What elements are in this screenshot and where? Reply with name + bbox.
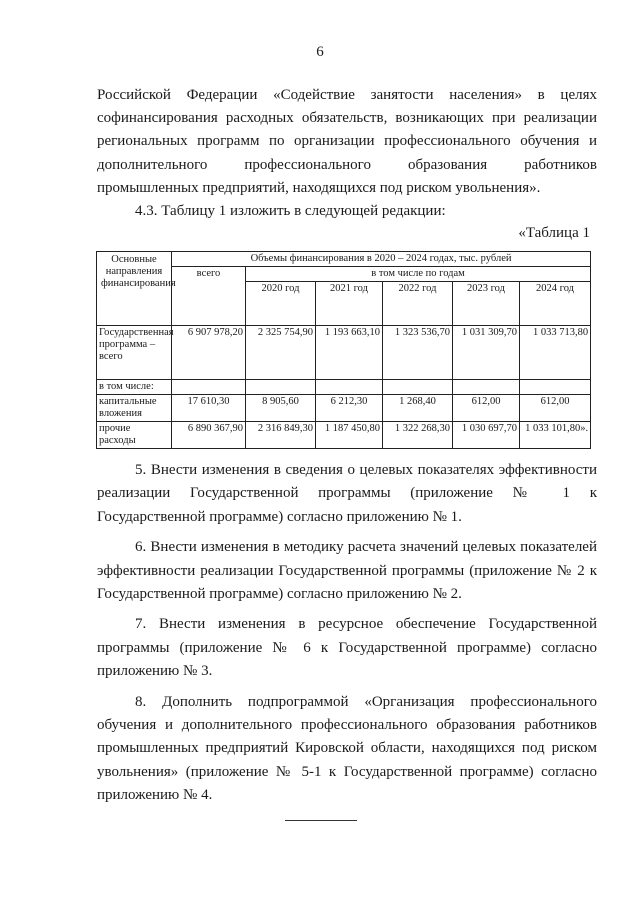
value-total: 6 890 367,90 (172, 422, 246, 449)
header-directions: Основные направления финансирования (97, 252, 172, 326)
closing-line (285, 820, 357, 821)
value-total: 17 610,30 (172, 395, 246, 422)
value-2021: 1 187 450,80 (316, 422, 383, 449)
table-row-program-total (97, 326, 591, 380)
header-year-2020: 2020 год (246, 282, 316, 326)
value-total: 6 907 978,20 (172, 326, 246, 380)
header-volume: Объемы финансирования в 2020 – 2024 годах, тыс. рублей (172, 252, 591, 267)
value-2024: 1 033 101,80». (520, 422, 591, 449)
value-2023: 1 030 697,70 (453, 422, 520, 449)
financing-table (96, 251, 591, 449)
header-year-2021: 2021 год (316, 282, 383, 326)
row-label: прочие расходы (97, 422, 172, 449)
intro-paragraph: Российской Федерации «Содействие занятости населения» в целях софинансирования расходных обязательств, возникающих при реализации региональных программ по организации профессионального обучения и дополнительного профессионального образования работников промышленных предприятий, находящихся под риском увольнения». (97, 87, 597, 196)
value-2021: 1 193 663,10 (316, 326, 383, 380)
value-2023: 612,00 (453, 395, 520, 422)
header-total: всего (172, 267, 246, 326)
table-label: «Таблица 1 (518, 225, 590, 241)
header-year-2022: 2022 год (383, 282, 453, 326)
item-5: 5. Внести изменения в сведения о целевых показателях эффективности реализации Государственной программы (приложение № 1 к Государственной программе) согласно приложению № 1. (97, 462, 597, 525)
item-4-3: 4.3. Таблицу 1 изложить в следующей редакции: (135, 203, 446, 219)
value-2024: 612,00 (520, 395, 591, 422)
value-2022: 1 322 268,30 (383, 422, 453, 449)
value-2020: 2 325 754,90 (246, 326, 316, 380)
table-row-including (97, 380, 591, 395)
value-2022: 1 323 536,70 (383, 326, 453, 380)
table-row-capital (97, 395, 591, 422)
value-2020: 2 316 849,30 (246, 422, 316, 449)
value-2020: 8 905,60 (246, 395, 316, 422)
header-year-2023: 2023 год (453, 282, 520, 326)
value-2021: 6 212,30 (316, 395, 383, 422)
table-row-other (97, 422, 591, 449)
value-2022: 1 268,40 (383, 395, 453, 422)
header-by-years: в том числе по годам (246, 267, 591, 282)
items-list (97, 459, 597, 815)
value-2024: 1 033 713,80 (520, 326, 591, 380)
page-number: 6 (316, 44, 324, 60)
header-year-2024: 2024 год (520, 282, 591, 326)
item-7: 7. Внести изменения в ресурсное обеспечение Государственной программы (приложение № 6 к Государственной программе) согласно приложению № 3. (97, 616, 597, 680)
row-label: капитальные вложения (97, 395, 172, 422)
item-8: 8. Дополнить подпрограммой «Организация профессионального обучения и дополнительного профессионального образования работников промышленных предприятий Кировской области, находящихся под риском увольнения» (приложение № 5-1 к Государственной программе) согласно приложению № 4. (97, 693, 597, 804)
item-6: 6. Внести изменения в методику расчета значений целевых показателей эффективности реализации Государственной программы (приложение № 2 к Государственной программе) согласно приложению № 2. (97, 539, 597, 603)
value-2023: 1 031 309,70 (453, 326, 520, 380)
row-label: Государственная программа – всего (97, 326, 172, 380)
row-label: в том числе: (97, 380, 172, 395)
